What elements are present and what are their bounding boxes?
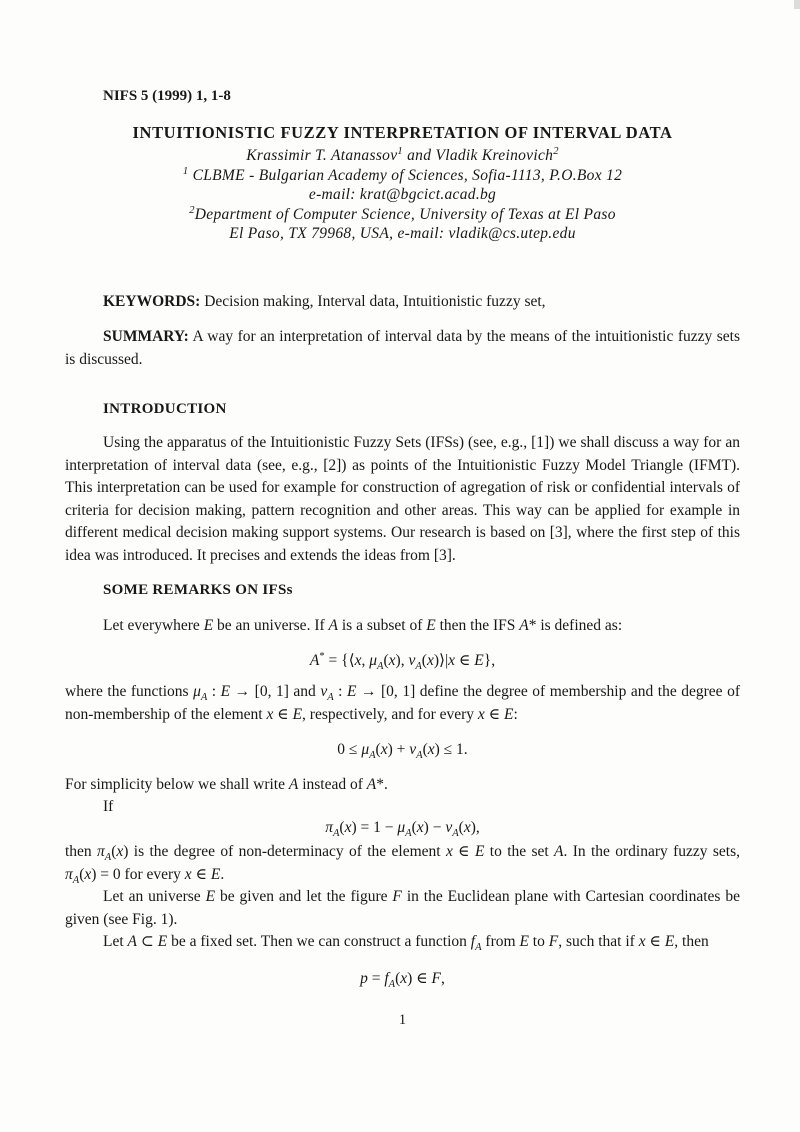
keywords-text: Decision making, Interval data, Intuitionistic fuzzy set, [200, 292, 546, 310]
affiliation-1: $^1$ CLBME - Bulgarian Academy of Sciences, Sofia-1113, P.O.Box 12 [182, 165, 623, 184]
formula-pi-definition: $\pi_A(x) = 1 - \mu_A(x) - \nu_A(x)$, [325, 818, 480, 839]
remarks-paragraph-4: If [103, 798, 114, 815]
remarks-paragraph-3: For simplicity below we shall write A instead of A*. [65, 775, 388, 793]
introduction-heading: INTRODUCTION [103, 401, 227, 417]
summary-label: SUMMARY: [103, 328, 189, 345]
keywords-paragraph [65, 291, 740, 314]
page-number: 1 [398, 1012, 407, 1028]
remarks-paragraph-7: Let A ⊂ E be a fixed set. Then we can construct a function $f_A$ from E to F, such that if x ∈ E, then [103, 933, 709, 954]
summary-text: A way for an interpretation of interval data by the means of the intuitionistic fuzzy sets is discussed. [65, 328, 740, 368]
formula-ifs-definition: A* = {⟨x, $\mu_A(x)$, $\nu_A(x)⟩|x$ ∈ E}, [309, 650, 496, 672]
affiliation-2-line2: El Paso, TX 79968, USA, e-mail: vladik@cs.utep.edu [229, 225, 576, 242]
introduction-paragraph: Using the apparatus of the Intuitionistic Fuzzy Sets (IFSs) (see, e.g., [1]) we shall discuss a way for an interpretation of interval data (see, e.g., [2]) as points of the Intuitionistic Fuzzy Model Triangle (IFMT). This interpretation can be used for example for construction of agregation of risk or confidential intervals of criteria for decision making, pattern recognition and other areas. This way can be applied for example in different medical decision making support systems. Our research is based on [3], where the first step of this idea was introduced. It precises and extends the ideas from [3]. [65, 434, 740, 564]
formula-point-mapping: $p = f_A(x)$ ∈ F, [360, 969, 445, 990]
authors-line: Krassimir T. Atanassov$^1$ and Vladik Kreinovich$^2$ [246, 145, 559, 164]
remarks-paragraph-5: then $\pi_A(x)$ is the degree of non-determinacy of the element x ∈ E to the set A. In the ordinary fuzzy sets, $\pi_A(x) = 0$ for every x ∈ E. [65, 843, 740, 886]
keywords-label: KEYWORDS: [103, 292, 201, 310]
author-block [65, 146, 740, 244]
email-1: e-mail: krat@bgcict.acad.bg [308, 186, 497, 203]
remarks-paragraph-1: Let everywhere E be an universe. If A is a subset of E then the IFS A* is defined as: [103, 617, 623, 634]
remarks-heading: SOME REMARKS ON IFSs [103, 582, 293, 598]
remarks-paragraph-2: where the functions $\mu_A$ : E → [0, 1] and $\nu_A$ : E → [0, 1] define the degree of membership and the degree of non-membership of the element x ∈ E, respectively, and for every x ∈ E: [65, 683, 740, 723]
remarks-paragraph-6: Let an universe E be given and let the figure F in the Euclidean plane with Cartesian coordinates be given (see Fig. 1). [65, 888, 740, 928]
summary-paragraph [65, 326, 740, 371]
paper-title: INTUITIONISTIC FUZZY INTERPRETATION OF INTERVAL DATA [132, 123, 673, 142]
formula-membership-constraint: $0 \le \mu_A(x) + \nu_A(x) \le 1$. [337, 741, 468, 762]
scan-artifact [794, 0, 800, 9]
affiliation-2: $^2$Department of Computer Science, University of Texas at El Paso [189, 204, 616, 223]
journal-reference: NIFS 5 (1999) 1, 1-8 [103, 88, 231, 104]
